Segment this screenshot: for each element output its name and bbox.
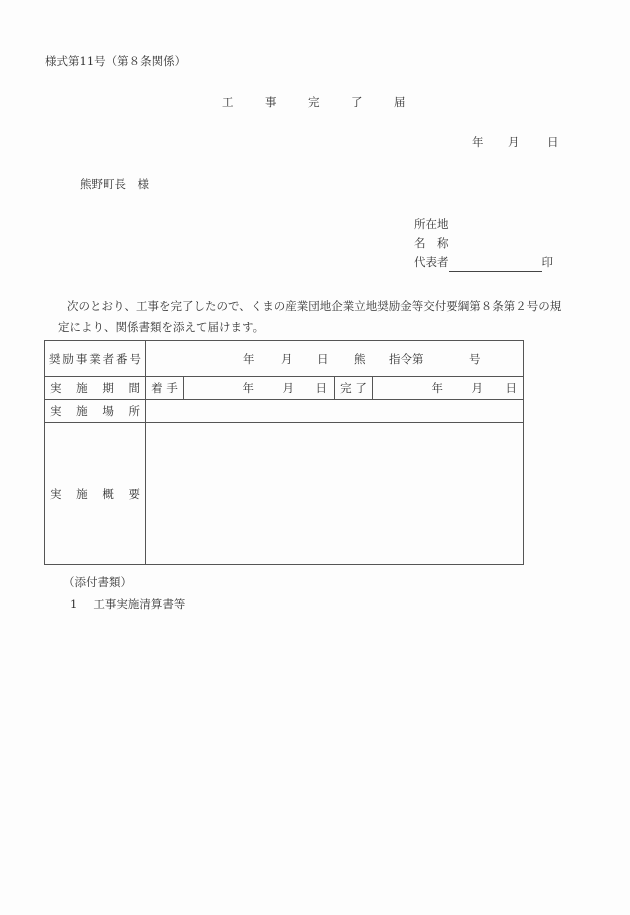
document-title: [222, 94, 437, 110]
row-location: [45, 400, 524, 423]
address-label: 所在地: [414, 217, 449, 231]
attachment-number: 1: [70, 597, 78, 611]
title-char: 完: [308, 95, 320, 109]
label-period: 実 施 期 間: [45, 377, 146, 400]
label-business-number: 奨 励 事 業 者 番 号: [45, 341, 146, 377]
row-summary: [45, 423, 524, 565]
end-label: 完 了: [335, 377, 373, 399]
row-period: [45, 377, 524, 400]
date-month: 月: [508, 135, 520, 149]
start-label: 着 手: [146, 377, 184, 399]
body-line-1: 次のとおり、工事を完了したので、くまの産業団地企業立地奨励金等交付要綱第８条第２号の規: [67, 299, 562, 313]
label-summary: 実 施 概 要: [45, 423, 146, 565]
form-number: 様式第11号（第８条関係）: [45, 54, 187, 68]
title-char: 届: [394, 95, 406, 109]
business-number-field[interactable]: 年 月 日 熊 指令第 号: [146, 341, 524, 377]
attachment-item: [70, 596, 185, 612]
representative-label: 代表者: [414, 255, 449, 269]
date-year: 年: [472, 135, 484, 149]
location-field[interactable]: [146, 400, 524, 423]
seal-label: 印: [541, 255, 553, 269]
form-table: [44, 340, 524, 565]
end-date-field[interactable]: 年 月 日: [431, 381, 517, 395]
title-char: 了: [351, 95, 363, 109]
body-text: [45, 296, 585, 338]
attachment-text: 工事実施清算書等: [93, 597, 186, 611]
row-business-number: [45, 341, 524, 377]
start-date-field[interactable]: 年 月 日: [184, 377, 335, 399]
applicant-block: [414, 215, 553, 272]
title-char: 工: [222, 95, 234, 109]
representative-field[interactable]: [449, 257, 542, 272]
label-location: 実 施 場 所: [45, 400, 146, 423]
summary-field[interactable]: [146, 423, 524, 565]
title-char: 事: [265, 95, 277, 109]
attachments-heading: （添付書類）: [63, 575, 132, 589]
body-line-2: 定により、関係書類を添えて届けます。: [58, 320, 265, 334]
addressee: 熊野町長 様: [80, 177, 149, 191]
name-label: 名 称: [414, 236, 449, 250]
submission-date: [472, 134, 559, 150]
date-day: 日: [547, 135, 559, 149]
